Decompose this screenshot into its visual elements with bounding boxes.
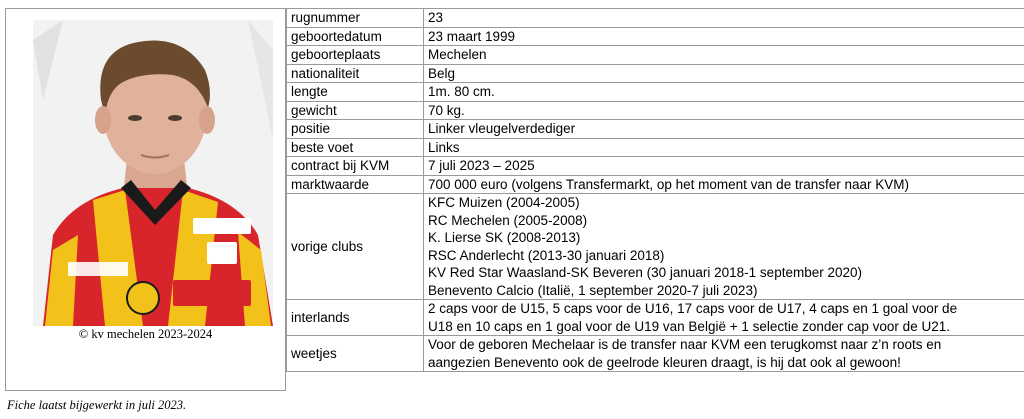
table-row [287, 27, 1024, 46]
text-line: Voor de geboren Mechelaar is de transfer naar KVM een terugkomst naar z’n roots en [428, 337, 942, 352]
table-row-previous-clubs [287, 194, 1024, 300]
photo-caption: © kv mechelen 2023-2024 [78, 327, 213, 341]
row-value: 7 juli 2023 – 2025 [424, 157, 1024, 176]
table-row [287, 46, 1024, 65]
row-label: gewicht [287, 101, 424, 120]
row-value: 23 maart 1999 [424, 27, 1024, 46]
club-entry: K. Lierse SK (2008-2013) [428, 230, 581, 245]
row-label: geboortedatum [287, 27, 424, 46]
player-info-table [286, 8, 1024, 372]
row-label: weetjes [287, 336, 424, 372]
club-entry: Benevento Calcio (Italië, 1 september 2020-7 juli 2023) [428, 282, 758, 298]
row-label: vorige clubs [287, 194, 424, 300]
update-footnote: Fiche laatst bijgewerkt in juli 2023. [7, 398, 187, 412]
text-line: U18 en 10 caps en 1 goal voor de U19 van België + 1 selectie zonder cap voor de U21. [428, 318, 950, 334]
table-row [287, 9, 1024, 28]
table-row [287, 120, 1024, 139]
row-value: 70 kg. [424, 101, 1024, 120]
table-row [287, 64, 1024, 83]
row-label: rugnummer [287, 9, 424, 28]
row-value: Mechelen [424, 46, 1024, 65]
player-photo [33, 20, 273, 326]
table-row [287, 175, 1024, 194]
row-label: positie [287, 120, 424, 139]
row-label: interlands [287, 300, 424, 336]
club-entry: RC Mechelen (2005-2008) [428, 212, 588, 228]
table-row [287, 83, 1024, 102]
table-row [287, 101, 1024, 120]
table-row [287, 157, 1024, 176]
row-label: contract bij KVM [287, 157, 424, 176]
player-photo-image [33, 20, 273, 326]
table-row [287, 138, 1024, 157]
row-label: geboorteplaats [287, 46, 424, 65]
row-label: marktwaarde [287, 175, 424, 194]
row-label: lengte [287, 83, 424, 102]
club-entry: RSC Anderlecht (2013-30 januari 2018) [428, 247, 665, 263]
text-line: 2 caps voor de U15, 5 caps voor de U16, 17 caps voor de U17, 4 caps en 1 goal voor de [428, 301, 958, 316]
table-row-interlands [287, 300, 1024, 336]
row-value: Belg [424, 64, 1024, 83]
club-entry: KFC Muizen (2004-2005) [428, 195, 580, 210]
table-row-weetjes [287, 336, 1024, 372]
row-value: 23 [424, 9, 1024, 28]
row-value: 1m. 80 cm. [424, 83, 1024, 102]
club-entry: KV Red Star Waasland-SK Beveren (30 januari 2018-1 september 2020) [428, 265, 862, 280]
row-label: beste voet [287, 138, 424, 157]
weetjes-text [424, 336, 1024, 372]
previous-clubs-list [424, 194, 1024, 300]
photo-cell [5, 8, 286, 391]
row-value: Links [424, 138, 1024, 157]
row-label: nationaliteit [287, 64, 424, 83]
row-value: 700 000 euro (volgens Transfermarkt, op het moment van de transfer naar KVM) [424, 175, 1024, 194]
interlands-text [424, 300, 1024, 336]
text-line: aangezien Benevento ook de geelrode kleuren draagt, is hij dat ook al gewoon! [428, 354, 901, 370]
row-value: Linker vleugelverdediger [424, 120, 1024, 139]
